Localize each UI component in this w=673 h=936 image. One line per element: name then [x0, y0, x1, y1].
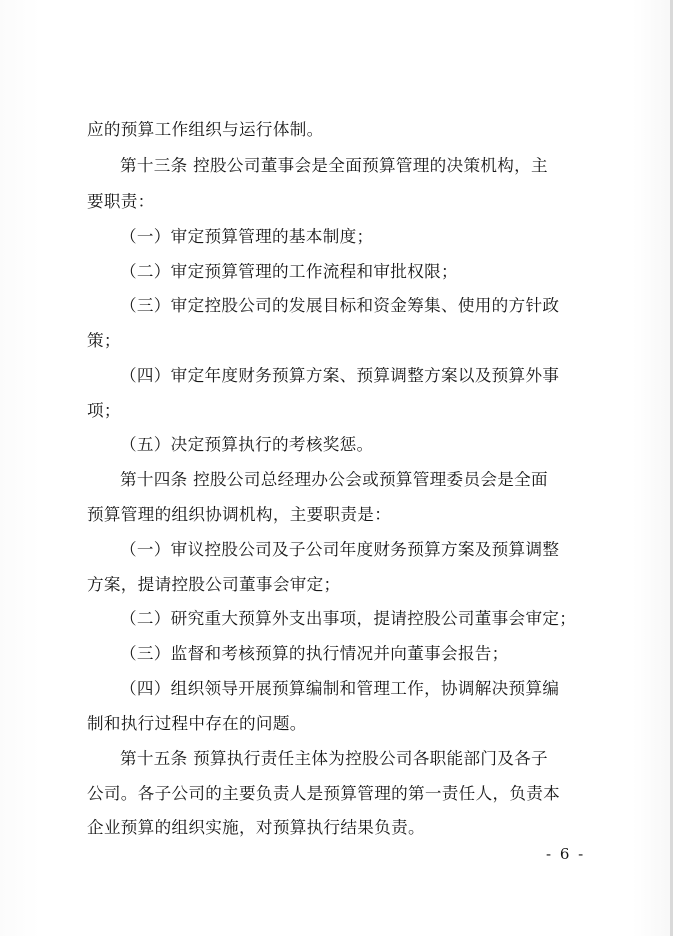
- list-item: （三）审定控股公司的发展目标和资金筹集、使用的方针政: [120, 296, 560, 315]
- text-line: 公司。各子公司的主要负责人是预算管理的第一责任人，负责本: [87, 784, 561, 803]
- article-14-heading-line: 第十四条 控股公司总经理办公会或预算管理委员会是全面: [120, 470, 548, 489]
- list-item: （四）审定年度财务预算方案、预算调整方案以及预算外事: [120, 366, 560, 385]
- page-number: - 6 -: [546, 845, 586, 863]
- text-line: 应的预算工作组织与运行体制。: [87, 120, 324, 139]
- text-line: 预算管理的组织协调机构，主要职责是：: [87, 505, 392, 524]
- list-item: （三）监督和考核预算的执行情况并向董事会报告；: [120, 644, 509, 663]
- text-line: 制和执行过程中存在的问题。: [87, 714, 307, 733]
- text-line: 策；: [87, 331, 121, 350]
- list-item: （一）审定预算管理的基本制度；: [120, 227, 374, 246]
- text-line: 项；: [87, 401, 121, 420]
- list-item: （一）审议控股公司及子公司年度财务预算方案及预算调整: [120, 540, 560, 559]
- text-line: 要职责：: [87, 192, 155, 211]
- list-item: （五）决定预算执行的考核奖惩。: [120, 435, 374, 454]
- article-13-heading-line: 第十三条 控股公司董事会是全面预算管理的决策机构，主: [120, 156, 548, 175]
- list-item: （二）研究重大预算外支出事项，提请控股公司董事会审定；: [120, 609, 577, 628]
- list-item: （四）组织领导开展预算编制和管理工作，协调解决预算编: [120, 679, 560, 698]
- text-line: 企业预算的组织实施，对预算执行结果负责。: [87, 818, 425, 837]
- text-line: 方案，提请控股公司董事会审定；: [87, 575, 341, 594]
- list-item: （二）审定预算管理的工作流程和审批权限；: [120, 262, 458, 281]
- article-15-heading-line: 第十五条 预算执行责任主体为控股公司各职能部门及各子: [120, 749, 548, 768]
